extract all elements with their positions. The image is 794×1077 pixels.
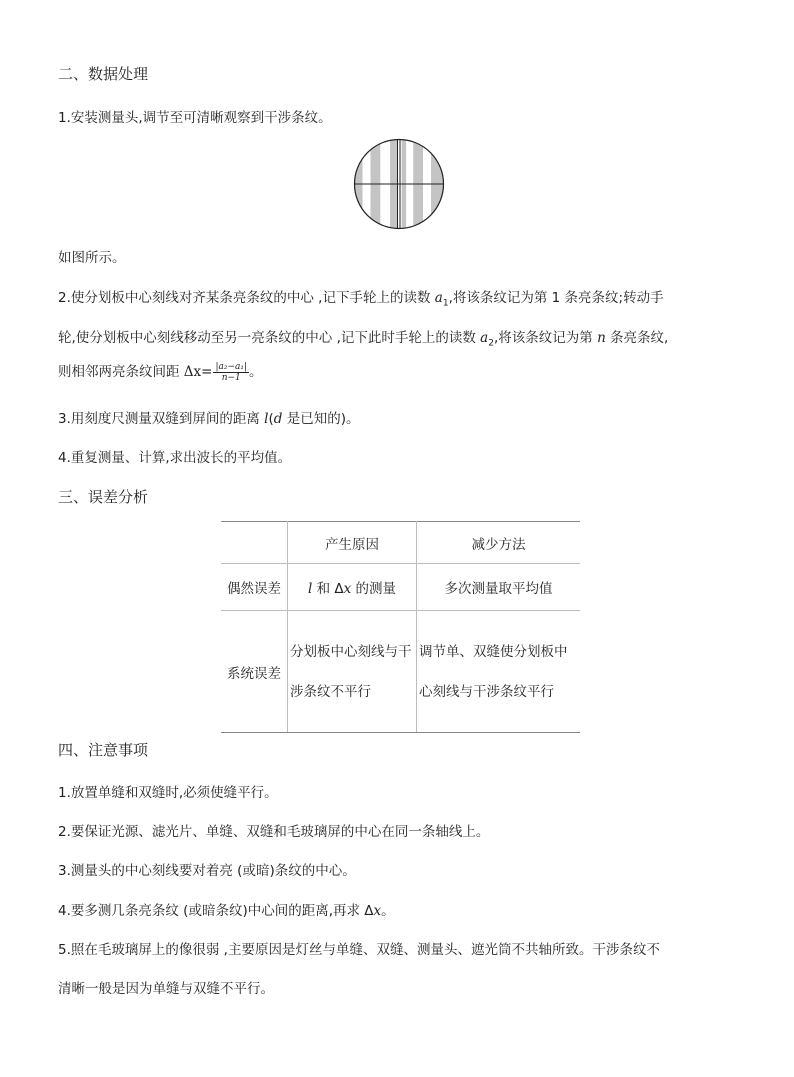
table-header-method: 减少方法 [417,522,581,564]
fraction-numerator: |a₂−a₁| [215,361,248,372]
section-2-title: 二、数据处理 [58,65,149,83]
step-4-text: 4.重复测量、计算,求出波长的平均值。 [58,450,292,466]
step-2-text-d: ,将该条纹记为第 [493,330,598,346]
step-2-line-3 [58,360,263,383]
step-2-text-f: 则相邻两亮条纹间距 [58,364,184,380]
figure-caption: 如图所示。 [58,250,126,266]
step-3-text-b: ( [268,411,274,427]
random-error-method: 多次测量取平均值 [417,564,581,611]
cause-var-x: x [343,581,352,597]
var-d: d [273,411,283,427]
systematic-error-cause: 分划板中心刻线与干涉条纹不平行 [288,611,417,733]
sub-1: 1 [442,298,449,309]
step-2-text-b: ,将该条纹记为第 1 条亮条纹;转动手 [448,290,664,306]
step-2-line-1 [58,286,664,309]
step-1-text: 1.安装测量头,调节至可清晰观察到干涉条纹。 [58,110,332,126]
spacing-fraction [213,362,249,383]
table-row [221,564,580,611]
systematic-error-method: 调节单、双缝使分划板中心刻线与干涉条纹平行 [417,611,581,733]
step-3-text-a: 3.用刻度尺测量双缝到屏间的距离 [58,411,265,427]
note-1-text: 1.放置单缝和双缝时,必须使缝平行。 [58,785,278,801]
section-4-title: 四、注意事项 [58,741,149,759]
sub-2: 2 [488,338,494,349]
error-analysis-table [221,521,580,733]
note-3-text: 3.测量头的中心刻线要对着亮 (或暗)条纹的中心。 [58,863,356,879]
random-error-cause [288,564,417,611]
step-3-text [58,407,360,427]
note-2-text: 2.要保证光源、滤光片、单缝、双缝和毛玻璃屏的中心在同一条轴线上。 [58,824,490,840]
delta-x-label: Δx= [183,364,213,380]
note-4-var-x: x [373,903,382,919]
var-n: n [597,330,606,346]
table-header-cause: 产生原因 [288,522,417,564]
var-a-2: a [480,330,489,346]
interference-fringe-figure [353,138,445,230]
row-label-random-error: 偶然误差 [221,564,288,611]
fraction-denominator: n−1 [221,372,241,383]
step-2-line-2 [58,326,668,349]
step-2-text-c: 轮,使分划板中心刻线移动至另一亮条纹的中心 ,记下此时手轮上的读数 [58,330,481,346]
row-label-systematic-error: 系统误差 [221,611,288,733]
step-2-text-e: 条亮条纹, [605,330,669,346]
note-5-line-1: 5.照在毛玻璃屏上的像很弱 ,主要原因是灯丝与单缝、双缝、测量头、遮光筒不共轴所致。干涉条纹不 [58,942,660,958]
step-3-text-c: 是已知的)。 [282,411,360,427]
table-header-empty [221,522,288,564]
cause-mid: 和 Δ [312,581,344,597]
note-4-text-a: 4.要多测几条亮条纹 (或暗条纹)中心间的距离,再求 Δ [58,903,374,919]
section-3-title: 三、误差分析 [58,488,149,506]
var-a: a [434,290,443,306]
cause-var-l: l [307,581,313,597]
step-2-text-g: 。 [249,364,263,380]
note-4-text [58,899,395,919]
table-header-row [221,522,580,564]
step-2-text-a: 2.使分划板中心刻线对齐某条亮条纹的中心 ,记下手轮上的读数 [58,290,435,306]
var-l: l [264,411,269,427]
cause-end: 的测量 [351,581,397,597]
note-5-line-2: 清晰一般是因为单缝与双缝不平行。 [58,981,274,997]
note-4-text-b: 。 [381,903,395,919]
table-row [221,611,580,733]
